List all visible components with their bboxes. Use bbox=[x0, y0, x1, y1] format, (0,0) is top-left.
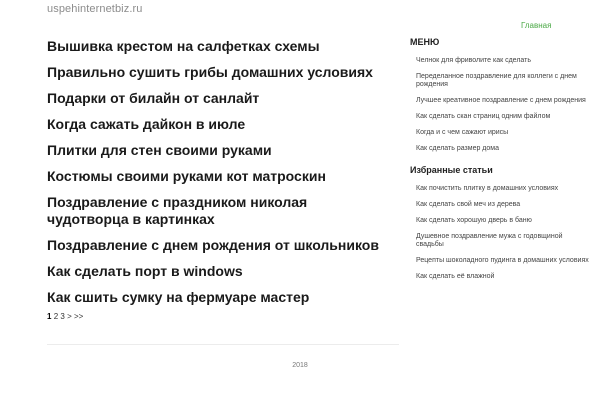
sidebar-menu-item bbox=[416, 129, 590, 137]
article-list bbox=[47, 36, 387, 321]
sidebar-featured-link[interactable]: Как сделать её влажной bbox=[416, 273, 495, 280]
sidebar-featured-item bbox=[416, 233, 590, 249]
sidebar-featured-link[interactable]: Как сделать свой меч из дерева bbox=[416, 201, 521, 208]
sidebar-featured-item bbox=[416, 185, 590, 193]
article-link[interactable]: Как сделать порт в windows bbox=[47, 263, 243, 279]
sidebar-featured-item bbox=[416, 217, 590, 225]
pagination-last-link[interactable]: >> bbox=[73, 312, 84, 321]
sidebar-featured-item bbox=[416, 257, 590, 265]
sidebar-menu-heading: МЕНЮ bbox=[410, 37, 440, 47]
sidebar-menu-link[interactable]: Челнок для фриволите как сделать bbox=[416, 57, 532, 64]
sidebar-featured-item bbox=[416, 273, 590, 281]
sidebar-featured-link[interactable]: Как почистить плитку в домашних условиях bbox=[416, 185, 559, 192]
sidebar-featured-list bbox=[410, 185, 590, 281]
pagination-current-page: 1 bbox=[47, 312, 52, 321]
article-link[interactable]: Поздравление с днем рождения от школьников bbox=[47, 237, 379, 253]
sidebar bbox=[410, 37, 590, 289]
pagination-page-link[interactable]: 2 bbox=[53, 312, 59, 321]
sidebar-menu-link[interactable]: Как сделать размер дома bbox=[416, 145, 499, 152]
article-link[interactable]: Поздравление с праздником николая чудотворца в картинках bbox=[47, 194, 308, 227]
sidebar-menu-item bbox=[416, 113, 590, 121]
sidebar-menu-list bbox=[410, 57, 590, 153]
sidebar-featured-heading: Избранные статьи bbox=[410, 165, 493, 175]
sidebar-menu-link[interactable]: Как сделать скан страниц одним файлом bbox=[416, 113, 551, 120]
sidebar-featured-item bbox=[416, 201, 590, 209]
pagination-page-link[interactable]: 3 bbox=[60, 312, 65, 321]
sidebar-menu-link[interactable]: Переделанное поздравление для коллеги с днем рождения bbox=[416, 73, 577, 88]
article-link[interactable]: Плитки для стен своими руками bbox=[47, 142, 272, 158]
sidebar-menu-item bbox=[416, 97, 590, 105]
article-link[interactable]: Как сшить сумку на фермуаре мастер bbox=[47, 289, 310, 305]
pagination bbox=[47, 312, 387, 321]
sidebar-menu-item bbox=[416, 145, 590, 153]
content-divider bbox=[47, 344, 399, 345]
sidebar-menu-link[interactable]: Лучшее креативное поздравление с днем рождения bbox=[416, 97, 586, 104]
article-link[interactable]: Правильно сушить грибы домашних условиях bbox=[47, 64, 373, 80]
sidebar-menu-item bbox=[416, 73, 590, 89]
nav-home-link[interactable]: Главная bbox=[521, 21, 552, 30]
sidebar-menu-link[interactable]: Когда и с чем сажают ирисы bbox=[416, 129, 509, 136]
sidebar-featured-link[interactable]: Как сделать хорошую дверь в баню bbox=[416, 217, 532, 224]
article-link[interactable]: Подарки от билайн от санлайт bbox=[47, 90, 260, 106]
pagination-next-link[interactable]: > bbox=[67, 312, 72, 321]
article-link[interactable]: Когда сажать дайкон в июле bbox=[47, 116, 246, 132]
sidebar-featured-link[interactable]: Душевное поздравление мужа с годовщиной свадьбы bbox=[416, 233, 563, 248]
article-link[interactable]: Костюмы своими руками кот матроскин bbox=[47, 168, 326, 184]
site-title[interactable]: uspehinternetbiz.ru bbox=[47, 3, 143, 15]
sidebar-menu-item bbox=[416, 57, 590, 65]
footer-year: 2018 bbox=[292, 362, 308, 369]
article-link[interactable]: Вышивка крестом на салфетках схемы bbox=[47, 38, 320, 54]
sidebar-featured-link[interactable]: Рецепты шоколадного пудинга в домашних условиях bbox=[416, 257, 589, 264]
